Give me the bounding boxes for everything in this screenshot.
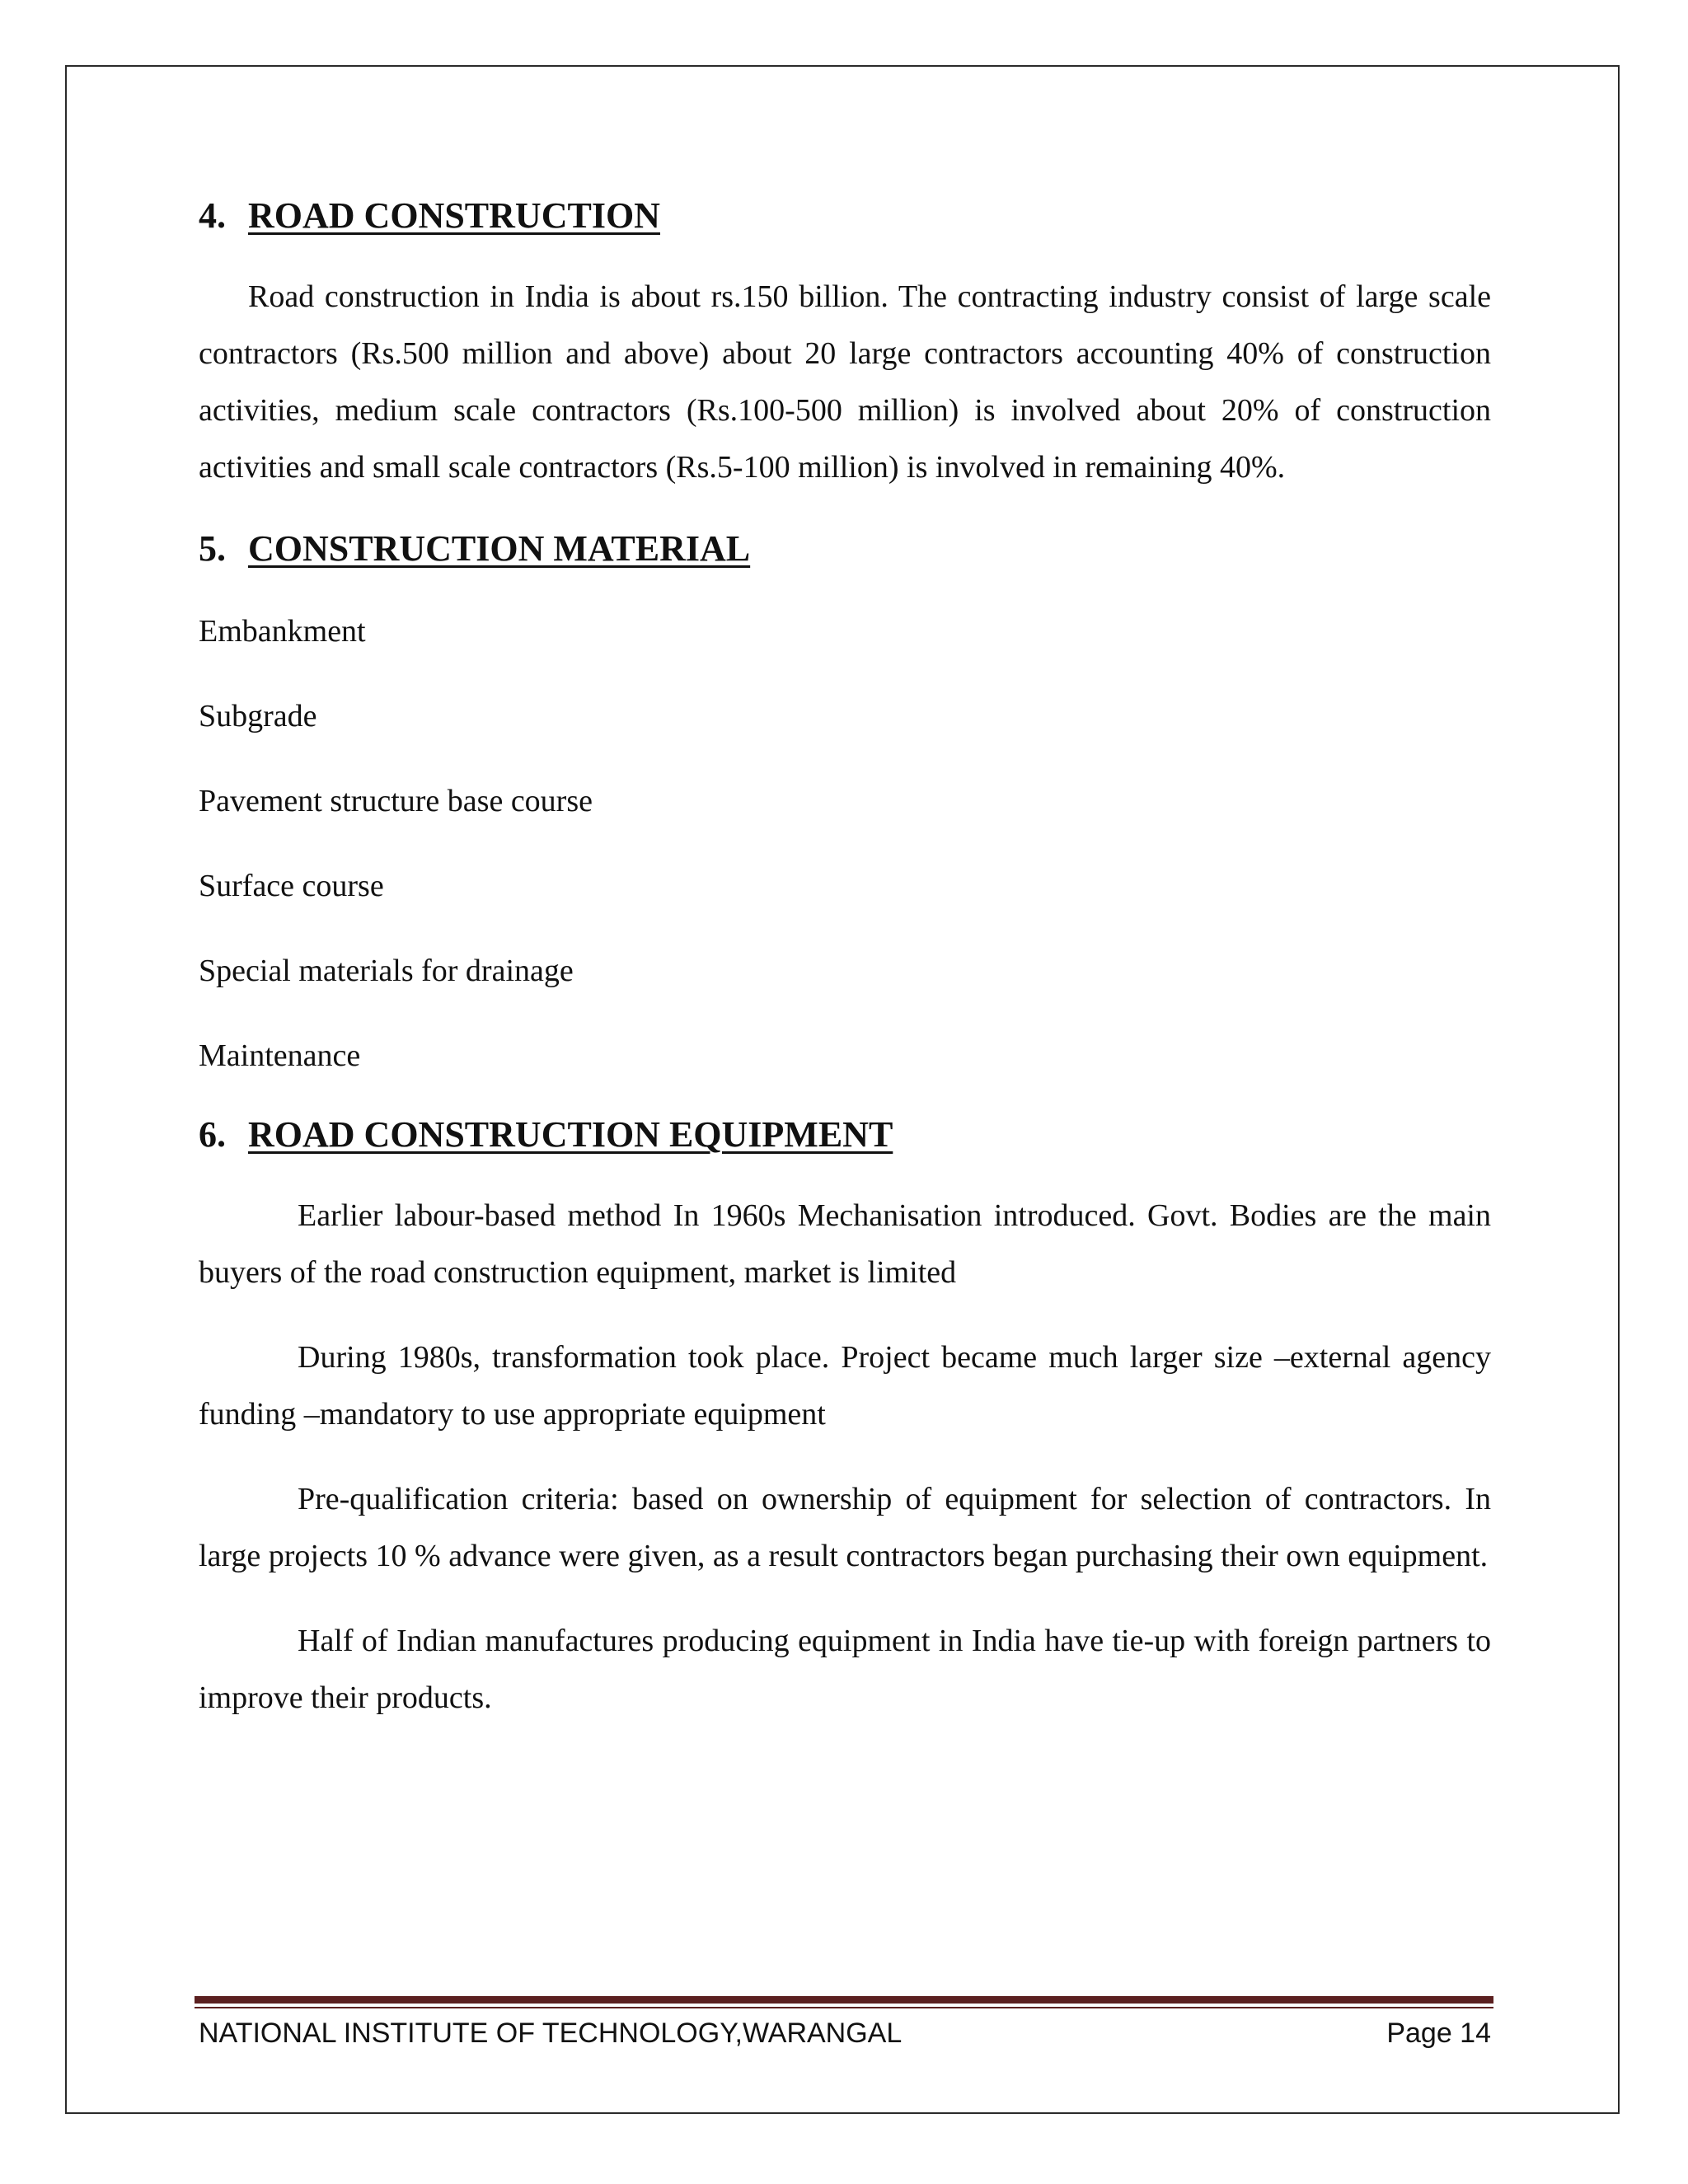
list-item-subgrade: Subgrade [199, 699, 317, 733]
list-item-maintenance: Maintenance [199, 1038, 361, 1073]
paragraph-equipment-1980s: During 1980s, transformation took place. Project became much larger size –external agency funding –mandatory to use appropriate equipment [199, 1340, 1491, 1432]
section-number: 4. [199, 195, 226, 236]
footer-page-number: Page 14 [1386, 2018, 1491, 2049]
paragraph-prequalification: Pre-qualification criteria: based on ownership of equipment for selection of contractors. In large projects 10 % advance were given, as a result contractors began purchasing their own equipment. [199, 1482, 1491, 1573]
list-item-pavement-structure: Pavement structure base course [199, 784, 593, 818]
material-list [199, 610, 1491, 1077]
page-content [199, 194, 1491, 1727]
section-title: ROAD CONSTRUCTION [248, 195, 660, 236]
paragraph-equipment-history: Earlier labour-based method In 1960s Mechanisation introduced. Govt. Bodies are the main buyers of the road construction equipment, market is limited [199, 1198, 1491, 1290]
list-item-surface-course: Surface course [199, 869, 384, 903]
footer-rule-thick [195, 1996, 1493, 2004]
paragraph-road-construction: Road construction in India is about rs.150 billion. The contracting industry consist of large scale contractors (Rs.500 million and above) about 20 large contractors accounting 40% of construction activities, medium scale contractors (Rs.100-500 million) is involved about 20% of construction activities and small scale contractors (Rs.5-100 million) is involved in remaining 40%. [199, 279, 1491, 485]
page-footer [199, 2013, 1491, 2054]
footer-institution: NATIONAL INSTITUTE OF TECHNOLOGY,WARANGAL [199, 2018, 903, 2049]
section-heading-road-construction-equipment [199, 1113, 1491, 1156]
footer-rule-thin [195, 2007, 1493, 2008]
paragraph-manufacturers: Half of Indian manufactures producing equipment in India have tie-up with foreign partners to improve their products. [199, 1624, 1491, 1715]
section-heading-construction-material [199, 527, 1491, 570]
section-heading-road-construction [199, 194, 1491, 237]
list-item-drainage-materials: Special materials for drainage [199, 954, 574, 988]
section-title: CONSTRUCTION MATERIAL [248, 528, 751, 569]
section-number: 5. [199, 528, 226, 569]
section-title: ROAD CONSTRUCTION EQUIPMENT [248, 1114, 893, 1155]
list-item-embankment: Embankment [199, 614, 366, 649]
section-number: 6. [199, 1114, 226, 1155]
